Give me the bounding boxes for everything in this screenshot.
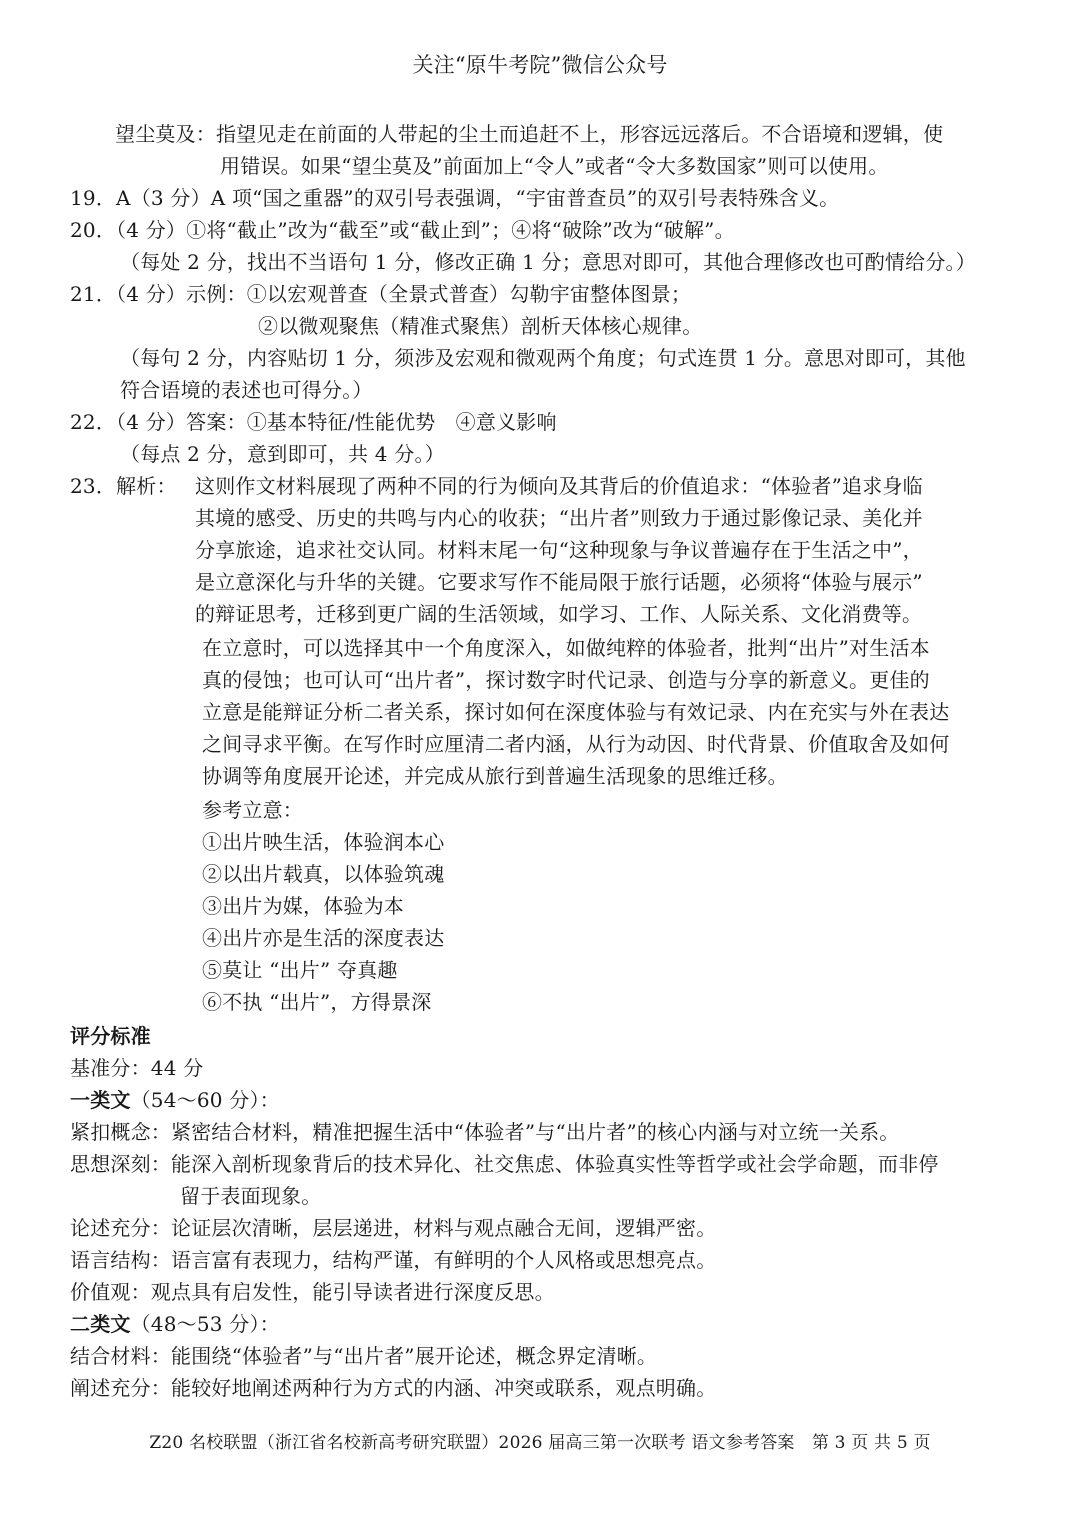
text-line: 在立意时，可以选择其中一个角度深入，如做纯粹的体验者，批判“出片”对生活本 xyxy=(202,636,930,660)
criteria-line: 语言结构：语言富有表现力，结构严谨，有鲜明的个人风格或思想亮点。 xyxy=(70,1248,717,1272)
reference-theme: ①出片映生活，体验润本心 xyxy=(202,830,445,854)
class-two-label: 二类文 xyxy=(70,1312,131,1336)
text-line: 其境的感受、历史的共鸣与内心的收获；“出片者”则致力于通过影像记录、美化并 xyxy=(195,506,923,530)
criteria-line: 思想深刻：能深入剖析现象背后的技术异化、社交焦虑、体验真实性等哲学或社会学命题，而非停 xyxy=(70,1152,939,1176)
reference-theme: ③出片为媒，体验为本 xyxy=(202,894,404,918)
base-score: 基准分：44 分 xyxy=(70,1056,204,1080)
class-one-line xyxy=(70,1086,280,1114)
reference-theme: ⑤莫让 “出片” 夺真趣 xyxy=(202,958,398,982)
class-one-range: （54～60 分）： xyxy=(130,1088,280,1112)
text-line: 用错误。如果“望尘莫及”前面加上“令人”或者“令大多数国家”则可以使用。 xyxy=(220,154,889,178)
criteria-line: 论述充分：论证层次清晰，层层递进，材料与观点融合无间，逻辑严密。 xyxy=(70,1216,717,1240)
reference-themes-heading: 参考立意： xyxy=(202,798,303,822)
answer-23-label: 23．解析： xyxy=(70,474,177,498)
reference-theme: ④出片亦是生活的深度表达 xyxy=(202,926,445,950)
text-line: 是立意深化与升华的关键。它要求写作不能局限于旅行话题，必须将“体验与展示” xyxy=(195,570,923,594)
class-two-range: （48～53 分）： xyxy=(130,1312,280,1336)
text-line: 真的侵蚀；也可认可“出片者”，探讨数字时代记录、创造与分享的新意义。更佳的 xyxy=(202,668,930,692)
answer-21: 21．（4 分）示例：①以宏观普查（全景式普查）勾勒宇宙整体图景； xyxy=(70,282,692,306)
text-line: 望尘莫及：指望见走在前面的人带起的尘土而追赶不上，形容远远落后。不合语境和逻辑，使 xyxy=(115,122,944,146)
text-line: 协调等角度展开论述，并完成从旅行到普遍生活现象的思维迁移。 xyxy=(202,764,788,788)
criteria-line: 阐述充分：能较好地阐述两种行为方式的内涵、冲突或联系，观点明确。 xyxy=(70,1376,717,1400)
reference-theme: ⑥不执 “出片”，方得景深 xyxy=(202,990,432,1014)
answer-20: 20．（4 分）①将“截止”改为“截至”或“截止到”；④将“破除”改为“破解”。 xyxy=(70,218,735,242)
text-line: 分享旅途，追求社交认同。材料末尾一句“这种现象与争议普遍存在于生活之中”， xyxy=(195,538,923,562)
reference-theme: ②以出片载真，以体验筑魂 xyxy=(202,862,445,886)
text-line: 这则作文材料展现了两种不同的行为倾向及其背后的价值追求：“体验者”追求身临 xyxy=(195,474,923,498)
text-line: ②以微观聚焦（精准式聚焦）剖析天体核心规律。 xyxy=(258,314,703,338)
criteria-line: 价值观：观点具有启发性，能引导读者进行深度反思。 xyxy=(70,1280,555,1304)
criteria-line: 结合材料：能围绕“体验者”与“出片者”展开论述，概念界定清晰。 xyxy=(70,1344,658,1368)
grading-heading: 评分标准 xyxy=(70,1024,151,1048)
answer-19: 19．A（3 分）A 项“国之重器”的双引号表强调，“宇宙普查员”的双引号表特殊含义。 xyxy=(70,186,840,210)
criteria-line: 留于表面现象。 xyxy=(180,1184,322,1208)
page-footer: Z20 名校联盟（浙江省名校新高考研究联盟）2026 届高三第一次联考 语文参考答案 第 3 页 共 5 页 xyxy=(149,1433,931,1453)
text-line: （每句 2 分，内容贴切 1 分，须涉及宏观和微观两个角度；句式连贯 1 分。意思对即可，其他 xyxy=(120,346,966,370)
class-two-line xyxy=(70,1310,280,1338)
text-line: 立意是能辩证分析二者关系，探讨如何在深度体验与有效记录、内在充实与外在表达 xyxy=(202,700,950,724)
answer-22: 22．（4 分）答案：①基本特征/性能优势 ④意义影响 xyxy=(70,410,557,434)
text-line: 的辩证思考，迁移到更广阔的生活领域，如学习、工作、人际关系、文化消费等。 xyxy=(195,602,923,626)
class-one-label: 一类文 xyxy=(70,1088,131,1112)
text-line: （每点 2 分，意到即可，共 4 分。） xyxy=(120,442,445,466)
text-line: 之间寻求平衡。在写作时应厘清二者内涵，从行为动因、时代背景、价值取舍及如何 xyxy=(202,732,950,756)
text-line: 符合语境的表述也可得分。） xyxy=(120,378,373,402)
criteria-line: 紧扣概念：紧密结合材料，精准把握生活中“体验者”与“出片者”的核心内涵与对立统一关系。 xyxy=(70,1120,900,1144)
text-line: （每处 2 分，找出不当语句 1 分，修改正确 1 分；意思对即可，其他合理修改也可酌情给分。） xyxy=(120,250,976,274)
page-header: 关注“原牛考院”微信公众号 xyxy=(412,53,668,77)
